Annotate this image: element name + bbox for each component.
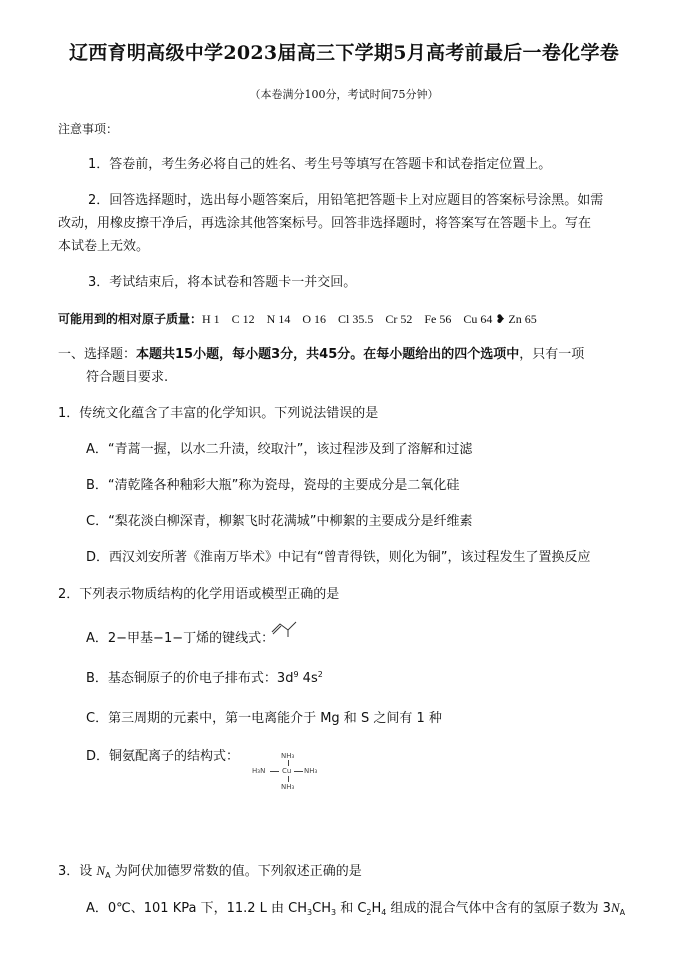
exam-title: 辽西育明高级中学2023届高三下学期5月高考前最后一卷化学卷 [68,42,620,64]
option-b-superscript-2: 2 [317,670,323,679]
notice-item-2-line-2: 改动，用橡皮擦干净后，再选涂其他答案标号。回答非选择题时，将答案写在答题卡上。写在 [58,216,592,231]
question-2-option-a: A．2−甲基−1−丁烯的键线式： [86,631,275,646]
central-atom: Cu [282,767,292,775]
bond-right [294,771,303,772]
q3a-part-3: 和 C [336,901,367,916]
notice-item-1: 1．答卷前，考生务必将自己的姓名、考生号等填写在答题卡和试卷指定位置上。 [88,157,552,172]
atomic-mass-values: H 1 C 12 N 14 O 16 Cl 35.5 Cr 52 Fe 56 Cu 64 ❥ Zn 65 [202,312,537,326]
section-1-end: ，只有一项 [519,347,585,362]
section-1-rule: 本题共15小题，每小题3分，共45分。在每小题给出的 [136,347,455,362]
q3-stem-text: 为阿伏加德罗常数的值。下列叙述正确的是 [110,864,362,879]
question-2-stem: 2．下列表示物质结构的化学用语或模型正确的是 [58,587,340,602]
notice-item-2-line-3: 本试卷上无效。 [58,239,150,254]
q3-stem-prefix: 3．设 [58,864,97,879]
bond-bottom [288,776,289,782]
bond-top [288,760,289,766]
skeletal-formula-image [270,618,306,638]
option-b-mid: 4s [298,671,318,686]
q3a-part-1: A．0℃、101 KPa 下，11.2 L 由 CH [86,901,308,916]
avogadro-subscript: A [105,871,111,880]
q3a-avogadro-symbol: N [610,900,620,915]
question-1-option-b: B．“清乾隆各种釉彩大瓶”称为瓷母，瓷母的主要成分是二氧化硅 [86,478,460,493]
question-1-option-c: C．“梨花淡白柳深青，柳絮飞时花满城”中柳絮的主要成分是纤维素 [86,514,473,529]
ligand-left: H₃N [252,767,266,775]
question-2-option-d: D．铜氨配离子的结构式： [86,749,240,764]
notice-heading: 注意事项： [58,122,119,136]
exam-subtitle: （本卷满分100分，考试时间75分钟） [249,88,439,101]
ligand-top: NH₃ [281,752,295,760]
copper-ammine-structure [252,752,326,796]
bond-left [270,771,279,772]
question-1-option-d: D．西汉刘安所著《淮南万毕术》中记有“曾青得铁，则化为铜”，该过程发生了置换反应 [86,550,591,565]
notice-item-3: 3．考试结束后，将本试卷和答题卡一并交回。 [88,275,357,290]
avogadro-symbol: N [96,863,106,878]
q3a-avogadro-subscript: A [619,908,626,917]
question-2-option-c: C．第三周期的元素中，第一电离能介于 Mg 和 S 之间有 1 种 [86,711,442,726]
q3a-part-2: CH [312,901,331,916]
q3a-sub-2: 3 [330,908,337,917]
option-b-superscript-1: 9 [293,670,299,679]
q3a-part-4: H [371,901,382,916]
q3a-part-5: 组成的混合气体中含有的氢原子数为 3 [386,901,611,916]
question-3-option-a [86,897,625,924]
section-1-line-1 [58,344,584,366]
question-1-option-a: A．“青蒿一握，以水二升渍，绞取汁”，该过程涉及到了溶解和过滤 [86,442,473,457]
q3a-sub-4: 4 [381,908,387,917]
q3a-sub-3: 2 [366,908,372,917]
notice-item-2-line-1: 2．回答选择题时，选出每小题答案后，用铅笔把答题卡上对应题目的答案标号涂黑。如需 [88,193,604,208]
q3a-sub-1: 3 [307,908,313,917]
ligand-right: NH₃ [304,767,318,775]
section-1-prefix: 一、选择题： [58,347,137,362]
ligand-bottom: NH₃ [281,783,295,791]
section-1-line-2: 符合题目要求. [86,370,169,385]
atomic-mass-line [58,308,537,330]
question-3-stem [58,860,362,887]
atomic-mass-label: 可能用到的相对原子质量： [58,312,203,326]
question-2-option-b [86,664,323,690]
section-1-emphasis: 四个选项中 [454,347,520,362]
option-b-text: B．基态铜原子的价电子排布式：3d [86,671,294,686]
question-1-stem: 1．传统文化蕴含了丰富的化学知识。下列说法错误的是 [58,406,379,421]
